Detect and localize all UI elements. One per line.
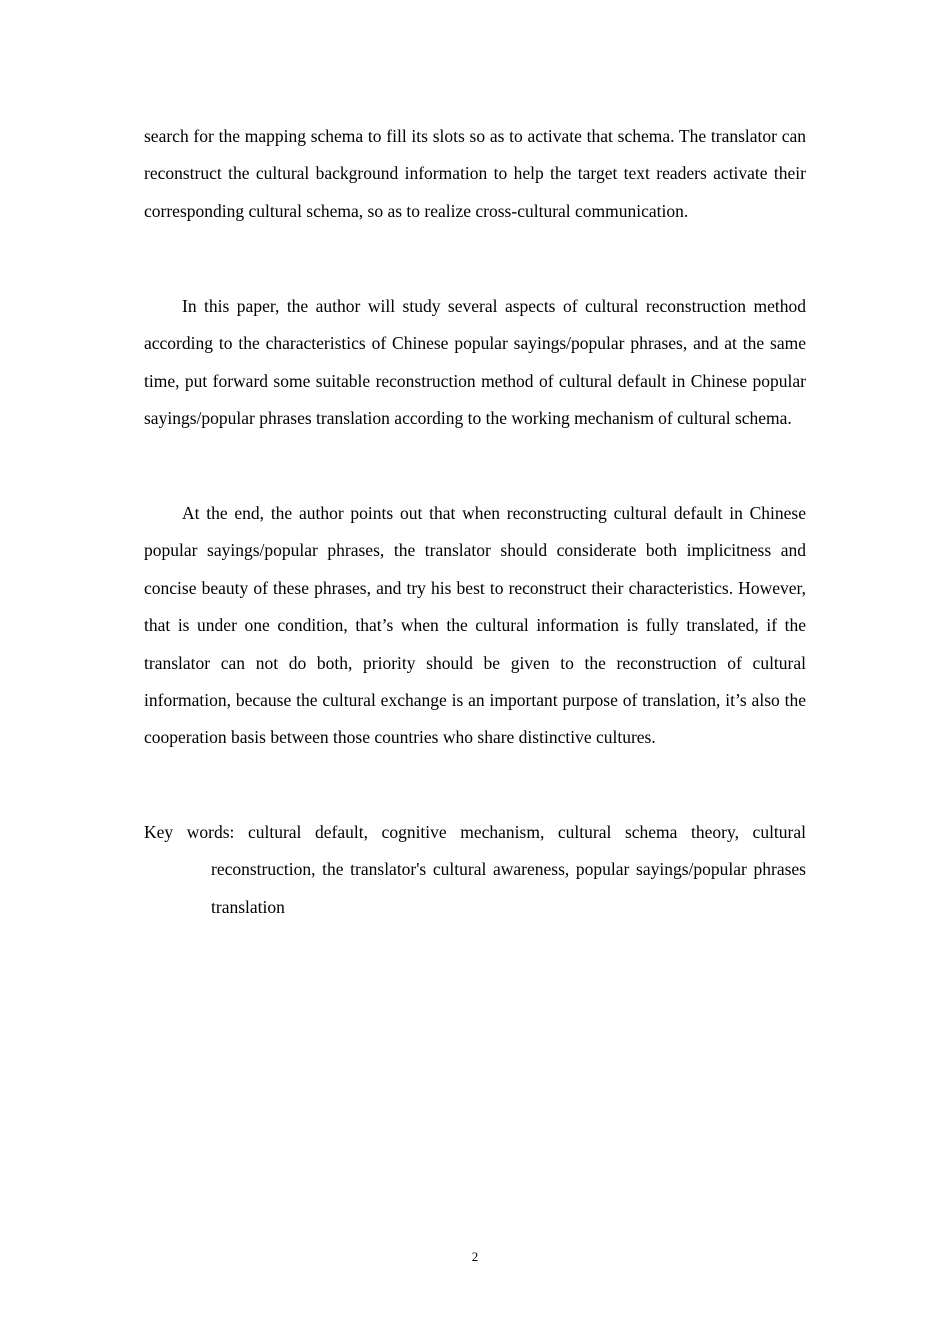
page-number: 2 (471, 1249, 479, 1264)
paragraph-conclusion: At the end, the author points out that when reconstructing cultural default in Chinese popular sayings/popular phrases, the translator should considerate both implicitness and concise beauty of these phrases, and try his best to reconstruct their characteristics. However, that is under one condition, that’s when the cultural information is fully translated, if the translator can not do both, priority should be given to the reconstruction of cultural information, because the cultural exchange is an important purpose of translation, it’s also the cooperation basis between those countries who share distinctive cultures. (144, 503, 806, 748)
paragraph-study-aspects: In this paper, the author will study several aspects of cultural reconstruction method according to the characteristics of Chinese popular sayings/popular phrases, and at the same time, put forward some suitable reconstruction method of cultural default in Chinese popular sayings/popular phrases translation according to the working mechanism of cultural schema. (144, 296, 806, 429)
paragraph-schema-activation: search for the mapping schema to fill its slots so as to activate that schema. The translator can reconstruct the cultural background information to help the target text readers activate their corresponding cultural schema, so as to realize cross-cultural communication. (144, 126, 806, 221)
keywords: Key words: cultural default, cognitive mechanism, cultural schema theory, cultural reconstruction, the translator's cultural awareness, popular sayings/popular phrases translation (144, 822, 806, 917)
